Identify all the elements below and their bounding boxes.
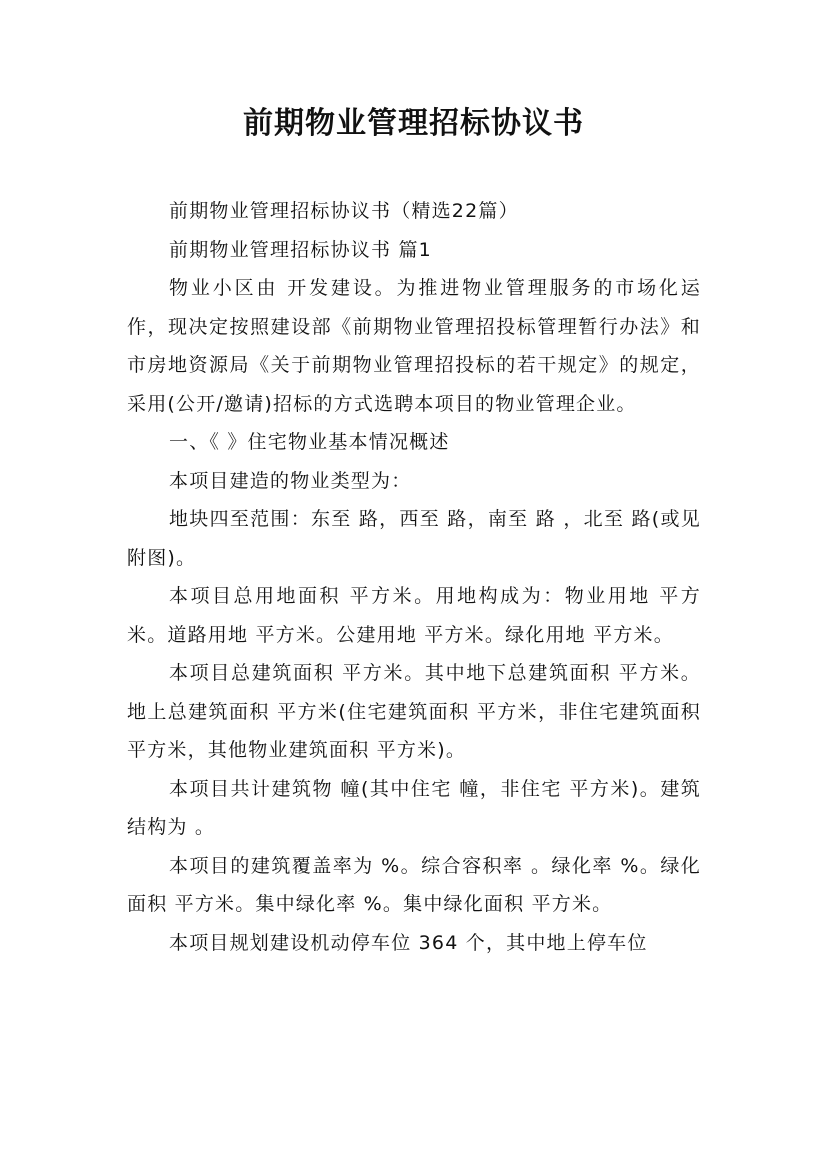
paragraph-land-area: 本项目总用地面积 平方米。用地构成为：物业用地 平方米。道路用地 平方米。公建用地 平方米。绿化用地 平方米。 (127, 585, 701, 646)
document-title: 前期物业管理招标协议书 (243, 106, 584, 141)
paragraph-building-area: 本项目总建筑面积 平方米。其中地下总建筑面积 平方米。地上总建筑面积 平方米(住宅建筑面积 平方米，非住宅建筑面积 平方米，其他物业建筑面积 平方米)。 (127, 662, 709, 761)
paragraph-section-heading: 前期物业管理招标协议书 篇1 (169, 238, 432, 261)
paragraph-boundaries: 地块四至范围：东至 路，西至 路，南至 路 ，北至 路(或见附图)。 (127, 508, 701, 569)
paragraph-coverage: 本项目的建筑覆盖率为 %。综合容积率 。绿化率 %。绿化面积 平方米。集中绿化率 %。集中绿化面积 平方米。 (127, 854, 701, 915)
paragraph-parking: 本项目规划建设机动停车位 364 个，其中地上停车位 (169, 931, 648, 954)
paragraph-intro: 物业小区由 开发建设。为推进物业管理服务的市场化运作，现决定按照建设部《前期物业管理招投标管理暂行办法》和市房地资源局《关于前期物业管理招投标的若干规定》的规定，采用(公开/邀请)招标的方式选聘本项目的物业管理企业。 (127, 277, 701, 415)
paragraph-building-count: 本项目共计建筑物 幢(其中住宅 幢，非住宅 平方米)。建筑结构为 。 (127, 777, 701, 838)
paragraph-subtitle: 前期物业管理招标协议书（精选22篇） (169, 200, 519, 222)
paragraph-property-type: 本项目建造的物业类型为： (169, 469, 412, 492)
document-body (127, 192, 709, 962)
paragraph-overview-heading: 一、《 》住宅物业基本情况概述 (169, 431, 450, 453)
